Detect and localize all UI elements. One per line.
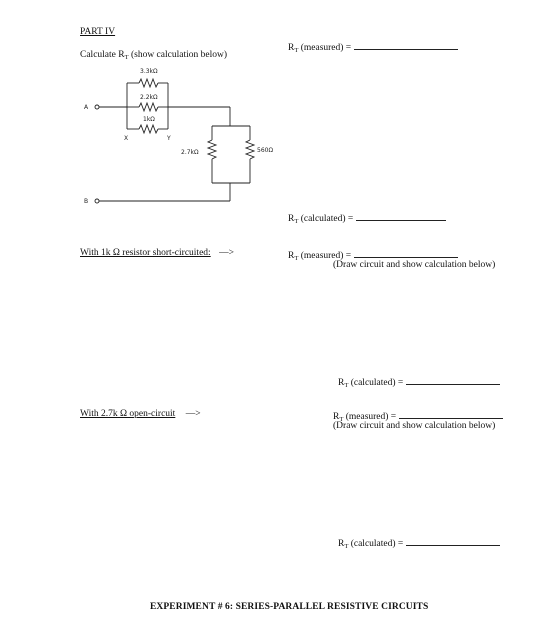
section2-prompt-row [80,249,234,259]
arrow-icon: —> [185,409,201,419]
rt-label: R [338,378,345,388]
section3-draw-note: (Draw circuit and show calculation below) [333,421,496,431]
rt-label: R [288,251,295,261]
terminal-b [95,199,99,203]
rt-label: R [288,214,295,224]
rt-label: R [288,43,295,53]
rt-sub: T [344,543,349,550]
calculated-suffix: (calculated) = [298,214,354,224]
measured-suffix: (measured) = [343,412,397,422]
answer-blank[interactable] [406,376,500,385]
calculated-suffix: (calculated) = [348,539,404,549]
rt-sub: T [339,416,344,423]
section3-prompt-row [80,410,201,420]
resistor-1k [139,125,158,133]
rt-calculated-1 [288,212,446,226]
calculated-suffix: (calculated) = [348,378,404,388]
resistor-560 [246,140,254,159]
label-r2: 2.2kΩ [140,94,158,101]
rt-sub: T [294,47,299,54]
answer-blank[interactable] [354,249,458,258]
answer-blank[interactable] [406,537,500,546]
rt-label: R [333,412,340,422]
resistor-2k7 [208,140,216,159]
resistor-2k2 [139,103,158,111]
rt-sub: T [294,255,299,262]
label-node-x: X [124,135,129,142]
label-r3: 1kΩ [143,116,155,123]
calc-instruction-text: Calculate R [80,50,125,60]
arrow-icon: —> [219,248,234,258]
label-node-b: B [84,198,89,205]
resistor-3k3 [139,79,158,87]
label-r5: 560Ω [257,147,274,154]
calc-instruction-rest: (show calculation below) [128,50,227,60]
rt-sub: T [344,382,349,389]
footer-title: EXPERIMENT # 6: SERIES-PARALLEL RESISTIVE CIRCUITS [150,602,429,612]
label-r4: 2.7kΩ [181,149,199,156]
measured-suffix: (measured) = [298,43,352,53]
rt-calculated-2 [338,376,500,390]
label-r1: 3.3kΩ [140,68,158,75]
label-node-a: A [84,104,89,111]
rt-sub: T [294,218,299,225]
rt-calculated-3 [338,537,500,551]
measured-suffix: (measured) = [298,251,352,261]
section2-prompt: With 1k Ω resistor short-circuited: [80,248,211,258]
answer-blank[interactable] [356,212,446,221]
section3-prompt: With 2.7k Ω open-circuit [80,409,176,419]
terminal-a [95,105,99,109]
label-node-y: Y [167,135,171,142]
rt-label: R [338,539,345,549]
calc-instruction-sub: T [124,54,129,61]
section2-draw-note: (Draw circuit and show calculation below) [333,260,496,270]
answer-blank[interactable] [399,410,503,419]
part-title: PART IV [80,27,116,37]
